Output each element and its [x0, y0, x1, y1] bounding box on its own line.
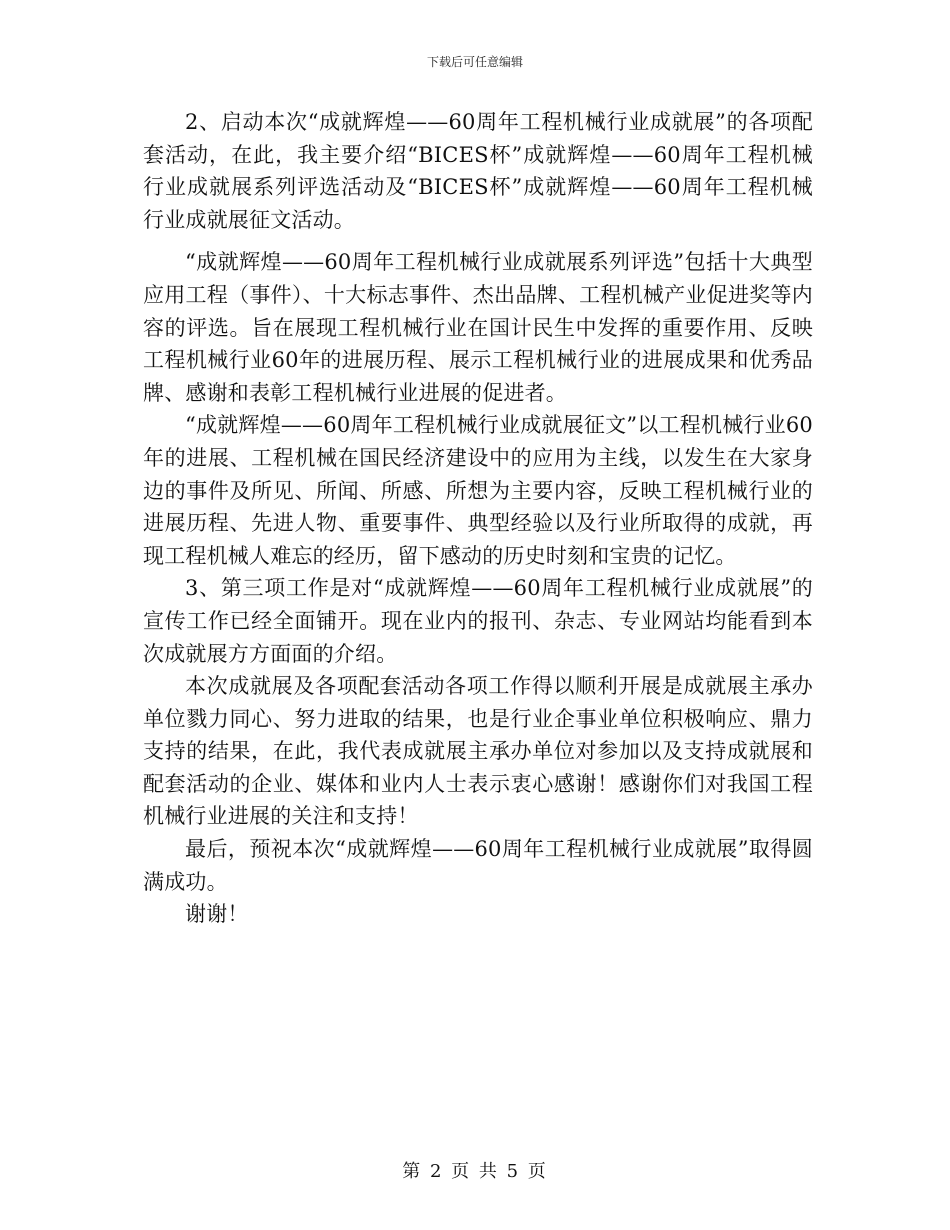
paragraph-wishes: 最后，预祝本次“成就辉煌——60周年工程机械行业成就展”取得圆满成功。 — [143, 837, 813, 894]
page-header: 下载后可任意编辑 — [426, 55, 523, 69]
document-body — [143, 106, 813, 931]
paragraph-thanks: 本次成就展及各项配套活动各项工作得以顺利开展是成就展主承办单位戮力同心、努力进取的结果，也是行业企事业单位积极响应、鼎力支持的结果，在此，我代表成就展主承办单位对参加以及支持成就展和配套活动的企业、媒体和业内人士表示衷心感谢！感谢你们对我国工程机械行业进展的关注和支持！ — [143, 674, 813, 829]
paragraph-closing: 谢谢！ — [185, 902, 249, 927]
page-number: 第 2 页 共 5 页 — [402, 1161, 548, 1182]
paragraph-essay: “成就辉煌——60周年工程机械行业成就展征文”以工程机械行业60年的进展、工程机械在国民经济建设中的应用为主线，以发生在大家身边的事件及所见、所闻、所感、所想为主要内容，反映工程机械行业的进展历程、先进人物、重要事件、典型经验以及行业所取得的成就，再现工程机械人难忘的经历，留下感动的历史时刻和宝贵的记忆。 — [143, 413, 813, 568]
paragraph-publicity: 3、第三项工作是对“成就辉煌——60周年工程机械行业成就展”的宣传工作已经全面铺开。现在业内的报刊、杂志、专业网站均能看到本次成就展方方面面的介绍。 — [143, 576, 813, 666]
paragraph-selection: “成就辉煌——60周年工程机械行业成就展系列评选”包括十大典型应用工程（事件）、十大标志事件、杰出品牌、工程机械产业促进奖等内容的评选。旨在展现工程机械行业在国计民生中发挥的重要作用、反映工程机械行业60年的进展历程、展示工程机械行业的进展成果和优秀品牌、感谢和表彰工程机械行业进展的促进者。 — [143, 250, 813, 405]
paragraph-activities: 2、启动本次“成就辉煌——60周年工程机械行业成就展”的各项配套活动，在此，我主要介绍“BICES杯”成就辉煌——60周年工程机械行业成就展系列评选活动及“BICES杯”成就辉煌——60周年工程机械行业成就展征文活动。 — [143, 110, 813, 232]
